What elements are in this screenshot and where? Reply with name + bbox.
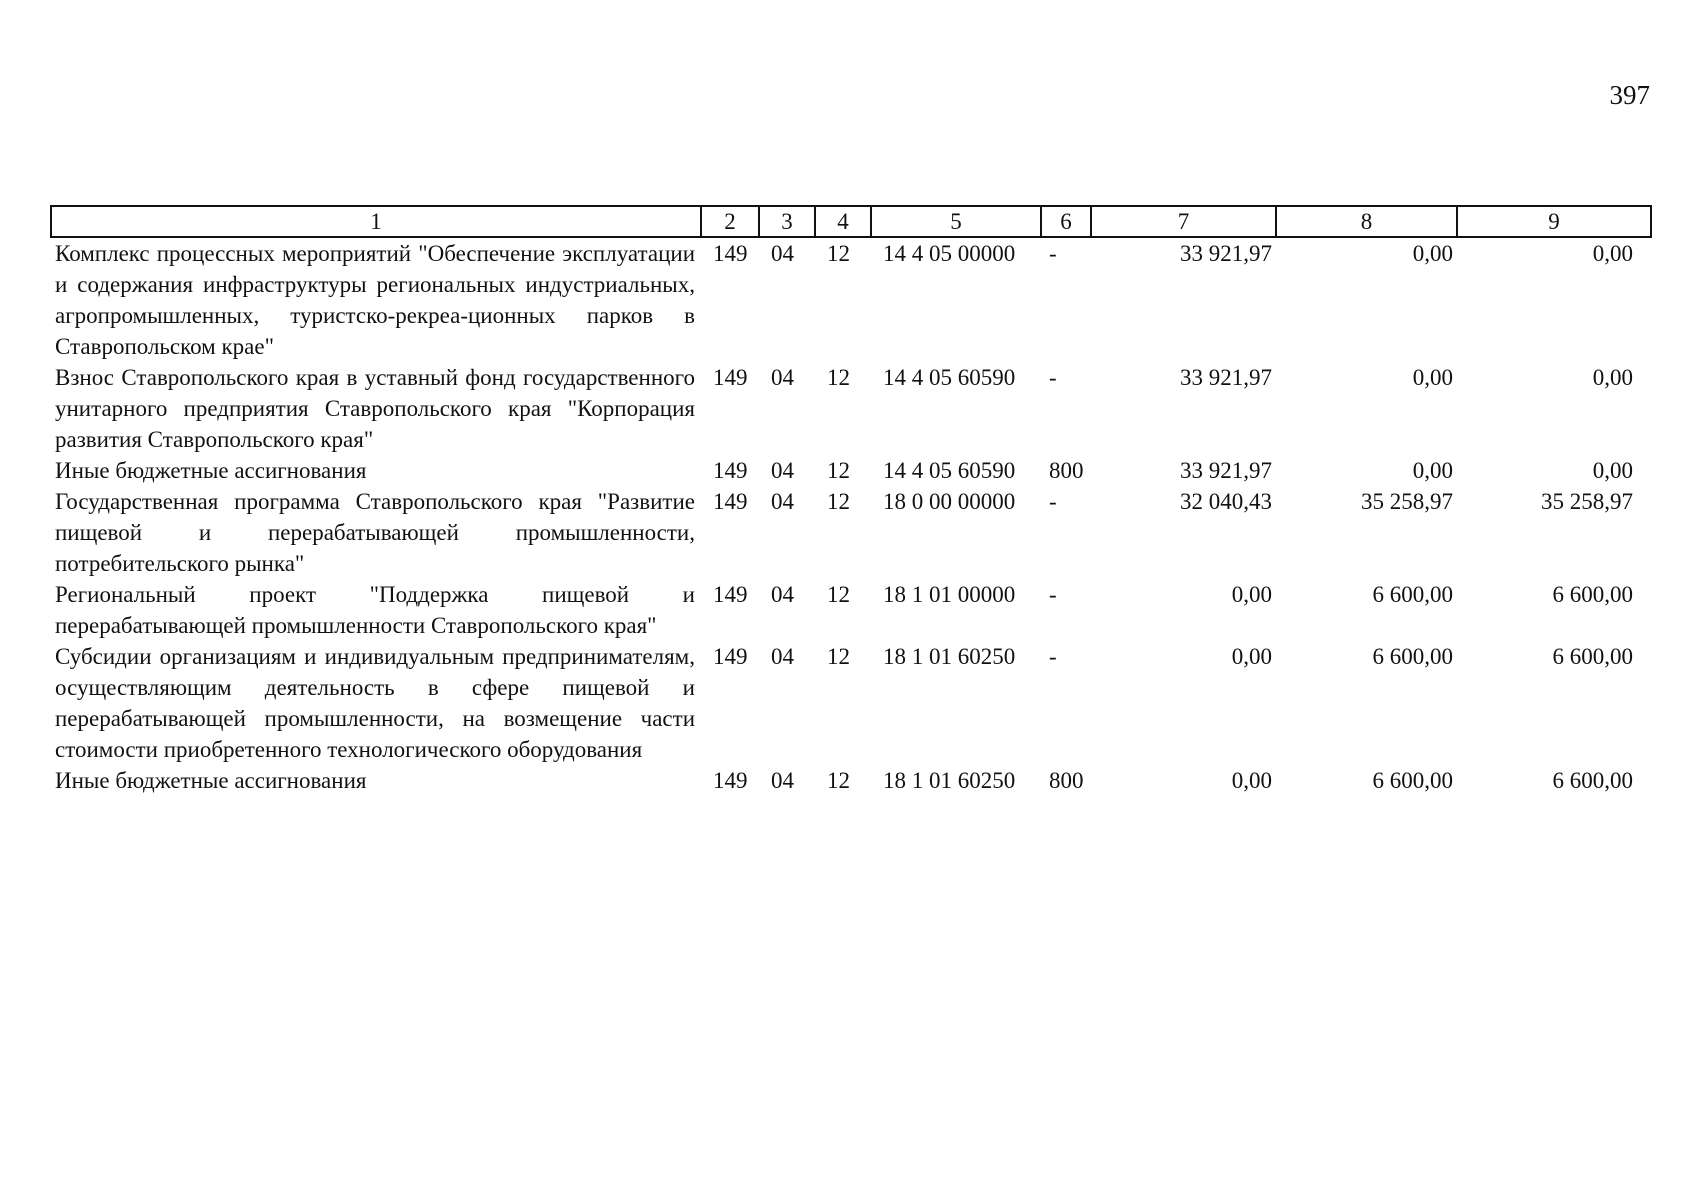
row-expense-type: 800: [1049, 768, 1084, 793]
row-target-code: 18 1 01 60250: [883, 768, 1016, 793]
row-value-col9: 0,00: [1592, 458, 1633, 483]
row-value-col9: 6 600,00: [1552, 768, 1633, 793]
row-expense-type: -: [1049, 644, 1057, 669]
row-name: Государственная программа Ставропольского края "Развитие пищевой и перерабатывающей промышленности, потребительского рынка": [55, 489, 695, 576]
table-body: [51, 237, 1651, 796]
row-section-code: 04: [771, 365, 794, 390]
row-target-code: 14 4 05 60590: [883, 365, 1016, 390]
row-value-col7: 0,00: [1231, 644, 1272, 669]
row-value-col8: 35 258,97: [1361, 489, 1453, 514]
budget-table-container: [50, 205, 1650, 796]
header-col-2: 2: [701, 206, 759, 237]
row-value-col9: 0,00: [1592, 365, 1633, 390]
row-value-col7: 33 921,97: [1180, 365, 1272, 390]
row-value-col9: 0,00: [1592, 241, 1633, 266]
row-ministry-code: 149: [713, 644, 748, 669]
row-expense-type: -: [1049, 489, 1057, 514]
header-col-1: 1: [51, 206, 701, 237]
row-ministry-code: 149: [713, 458, 748, 483]
row-ministry-code: 149: [713, 489, 748, 514]
row-ministry-code: 149: [713, 241, 748, 266]
header-col-5: 5: [871, 206, 1041, 237]
row-expense-type: -: [1049, 365, 1057, 390]
row-value-col8: 0,00: [1412, 241, 1453, 266]
row-value-col8: 0,00: [1412, 365, 1453, 390]
row-value-col8: 0,00: [1412, 458, 1453, 483]
budget-table: [50, 205, 1652, 796]
row-value-col9: 6 600,00: [1552, 582, 1633, 607]
row-subsection-code: 12: [827, 768, 850, 793]
header-col-4: 4: [815, 206, 871, 237]
row-value-col7: 0,00: [1231, 582, 1272, 607]
row-subsection-code: 12: [827, 644, 850, 669]
row-value-col7: 0,00: [1231, 768, 1272, 793]
row-subsection-code: 12: [827, 458, 850, 483]
row-target-code: 18 1 01 60250: [883, 644, 1016, 669]
row-expense-type: 800: [1049, 458, 1084, 483]
table-row: [51, 579, 1651, 641]
row-subsection-code: 12: [827, 241, 850, 266]
row-target-code: 14 4 05 00000: [883, 241, 1016, 266]
row-name: Иные бюджетные ассигнования: [55, 458, 367, 483]
table-row: [51, 765, 1651, 796]
row-section-code: 04: [771, 458, 794, 483]
table-row: [51, 362, 1651, 455]
row-value-col9: 35 258,97: [1541, 489, 1633, 514]
header-row: [51, 206, 1651, 237]
table-row: [51, 486, 1651, 579]
header-col-7: 7: [1091, 206, 1276, 237]
row-value-col9: 6 600,00: [1552, 644, 1633, 669]
row-subsection-code: 12: [827, 489, 850, 514]
row-subsection-code: 12: [827, 582, 850, 607]
table-header: [51, 206, 1651, 237]
row-name: Комплекс процессных мероприятий "Обеспечение эксплуатации и содержания инфраструктуры региональных индустриальных, агропромышленных, туристско-рекреа-ционных парков в Ставропольском крае": [55, 241, 695, 359]
row-target-code: 18 0 00 00000: [883, 489, 1016, 514]
row-target-code: 14 4 05 60590: [883, 458, 1016, 483]
page-number: 397: [1609, 80, 1650, 110]
row-expense-type: -: [1049, 582, 1057, 607]
row-expense-type: -: [1049, 241, 1057, 266]
table-row: [51, 641, 1651, 765]
header-col-9: 9: [1457, 206, 1651, 237]
row-ministry-code: 149: [713, 582, 748, 607]
row-section-code: 04: [771, 582, 794, 607]
row-ministry-code: 149: [713, 768, 748, 793]
table-row: [51, 455, 1651, 486]
row-value-col8: 6 600,00: [1372, 768, 1453, 793]
row-name: Субсидии организациям и индивидуальным предпринимателям, осуществляющим деятельность в сфере пищевой и перерабатывающей промышленности, на возмещение части стоимости приобретенного технологического оборудования: [55, 644, 695, 762]
row-value-col7: 33 921,97: [1180, 458, 1272, 483]
row-section-code: 04: [771, 644, 794, 669]
row-section-code: 04: [771, 241, 794, 266]
row-value-col8: 6 600,00: [1372, 644, 1453, 669]
row-name: Региональный проект "Поддержка пищевой и перерабатывающей промышленности Ставропольского края": [55, 582, 695, 638]
row-subsection-code: 12: [827, 365, 850, 390]
header-col-6: 6: [1041, 206, 1091, 237]
header-col-3: 3: [759, 206, 815, 237]
row-name: Иные бюджетные ассигнования: [55, 768, 367, 793]
row-value-col7: 32 040,43: [1180, 489, 1272, 514]
row-name: Взнос Ставропольского края в уставный фонд государственного унитарного предприятия Ставропольского края "Корпорация развития Ставропольского края": [55, 365, 695, 452]
row-section-code: 04: [771, 489, 794, 514]
row-value-col8: 6 600,00: [1372, 582, 1453, 607]
row-value-col7: 33 921,97: [1180, 241, 1272, 266]
header-col-8: 8: [1276, 206, 1457, 237]
table-row: [51, 237, 1651, 362]
row-section-code: 04: [771, 768, 794, 793]
row-ministry-code: 149: [713, 365, 748, 390]
row-target-code: 18 1 01 00000: [883, 582, 1016, 607]
